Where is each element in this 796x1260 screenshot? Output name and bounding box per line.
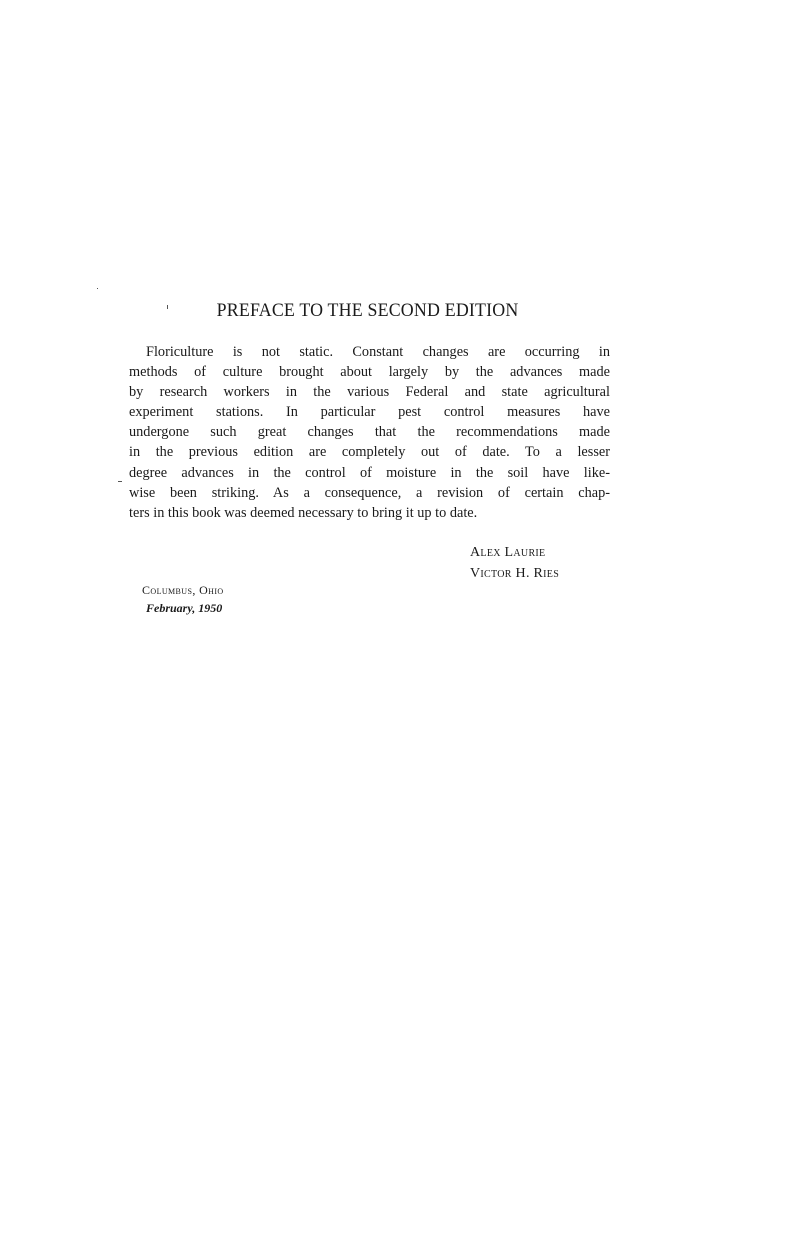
author-name: Alex Laurie bbox=[470, 545, 546, 560]
paragraph-line: by research workers in the various Federal and state agricultural bbox=[129, 384, 610, 401]
paragraph-line: degree advances in the control of moisture in the soil have like- bbox=[129, 464, 610, 481]
paragraph-line: wise been striking. As a consequence, a revision of certain chap- bbox=[129, 484, 610, 501]
paragraph-line: methods of culture brought about largely by the advances made bbox=[129, 364, 610, 381]
stray-mark bbox=[118, 481, 122, 482]
paragraph-line: in the previous edition are completely out of date. To a lesser bbox=[129, 444, 610, 461]
dateline bbox=[142, 581, 224, 617]
paragraph-line: experiment stations. In particular pest control measures have bbox=[129, 404, 610, 421]
page-title-text: PREFACE TO THE SECOND EDITION bbox=[217, 300, 519, 321]
page-title bbox=[0, 300, 736, 322]
stray-mark bbox=[97, 288, 98, 289]
author-name: Victor H. Ries bbox=[470, 566, 560, 581]
place-name: Columbus, Ohio bbox=[142, 583, 224, 597]
paragraph-line: undergone such great changes that the recommendations made bbox=[129, 424, 610, 441]
paragraph-line: Floriculture is not static. Constant changes are occurring in bbox=[146, 344, 610, 360]
preface-paragraph bbox=[129, 342, 610, 523]
author-signatures bbox=[470, 542, 559, 584]
date: February, 1950 bbox=[146, 601, 223, 615]
paragraph-line: ters in this book was deemed necessary to bring it up to date. bbox=[129, 504, 478, 521]
